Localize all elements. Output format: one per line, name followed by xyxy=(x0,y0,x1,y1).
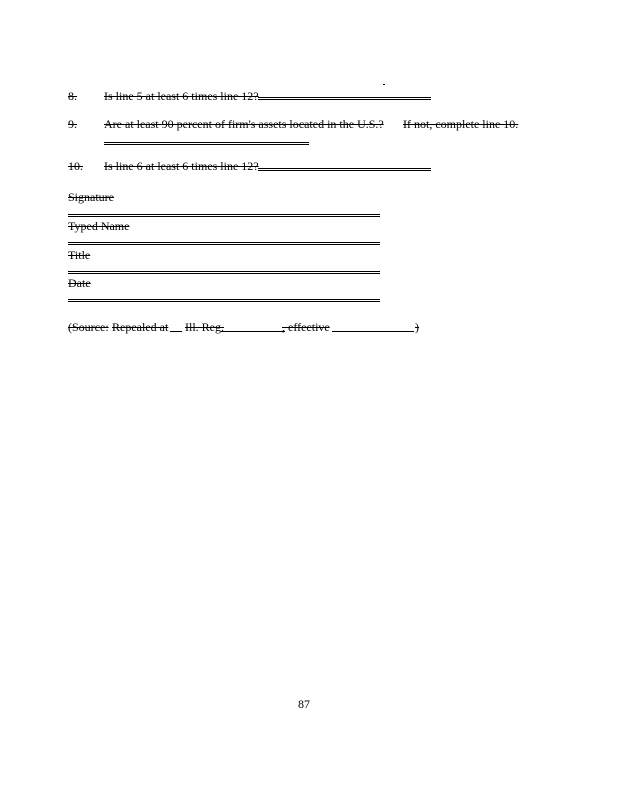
source-note-repealed: Repealed at xyxy=(112,320,169,334)
line-9-number: 9. xyxy=(68,117,77,131)
line-10-answer-blank xyxy=(258,168,431,171)
page-number: 87 xyxy=(298,697,310,711)
line-9-text: Are at least 90 percent of firm's assets located in the U.S.? xyxy=(104,117,384,131)
line-8-number: 8. xyxy=(68,89,77,103)
line-10-number: 10. xyxy=(68,159,83,173)
source-note-volume-blank xyxy=(170,331,182,332)
signature-label: Signature xyxy=(68,190,114,204)
source-note-ill-reg: Ill. Reg. xyxy=(185,320,224,334)
line-9-tail: If not, complete line 10. xyxy=(403,117,519,131)
source-note-open: (Source: xyxy=(68,320,109,334)
typed-name-label: Typed Name xyxy=(68,219,130,233)
stray-mark xyxy=(383,84,385,85)
line-10-text: Is line 6 at least 6 times line 12? xyxy=(104,159,259,173)
source-note-date-blank xyxy=(332,331,414,332)
title-line xyxy=(68,271,380,274)
date-line xyxy=(68,299,380,302)
line-8-text: Is line 5 at least 6 times line 12? xyxy=(104,89,259,103)
source-note-effective: , effective xyxy=(282,320,330,334)
title-label: Title xyxy=(68,248,91,262)
date-label: Date xyxy=(68,276,91,290)
line-9-answer-blank xyxy=(104,142,309,145)
signature-line xyxy=(68,214,380,217)
source-note-close: ) xyxy=(415,320,419,334)
source-note-page-blank xyxy=(221,331,285,332)
typed-name-line xyxy=(68,242,380,245)
line-8-answer-blank xyxy=(258,97,431,100)
